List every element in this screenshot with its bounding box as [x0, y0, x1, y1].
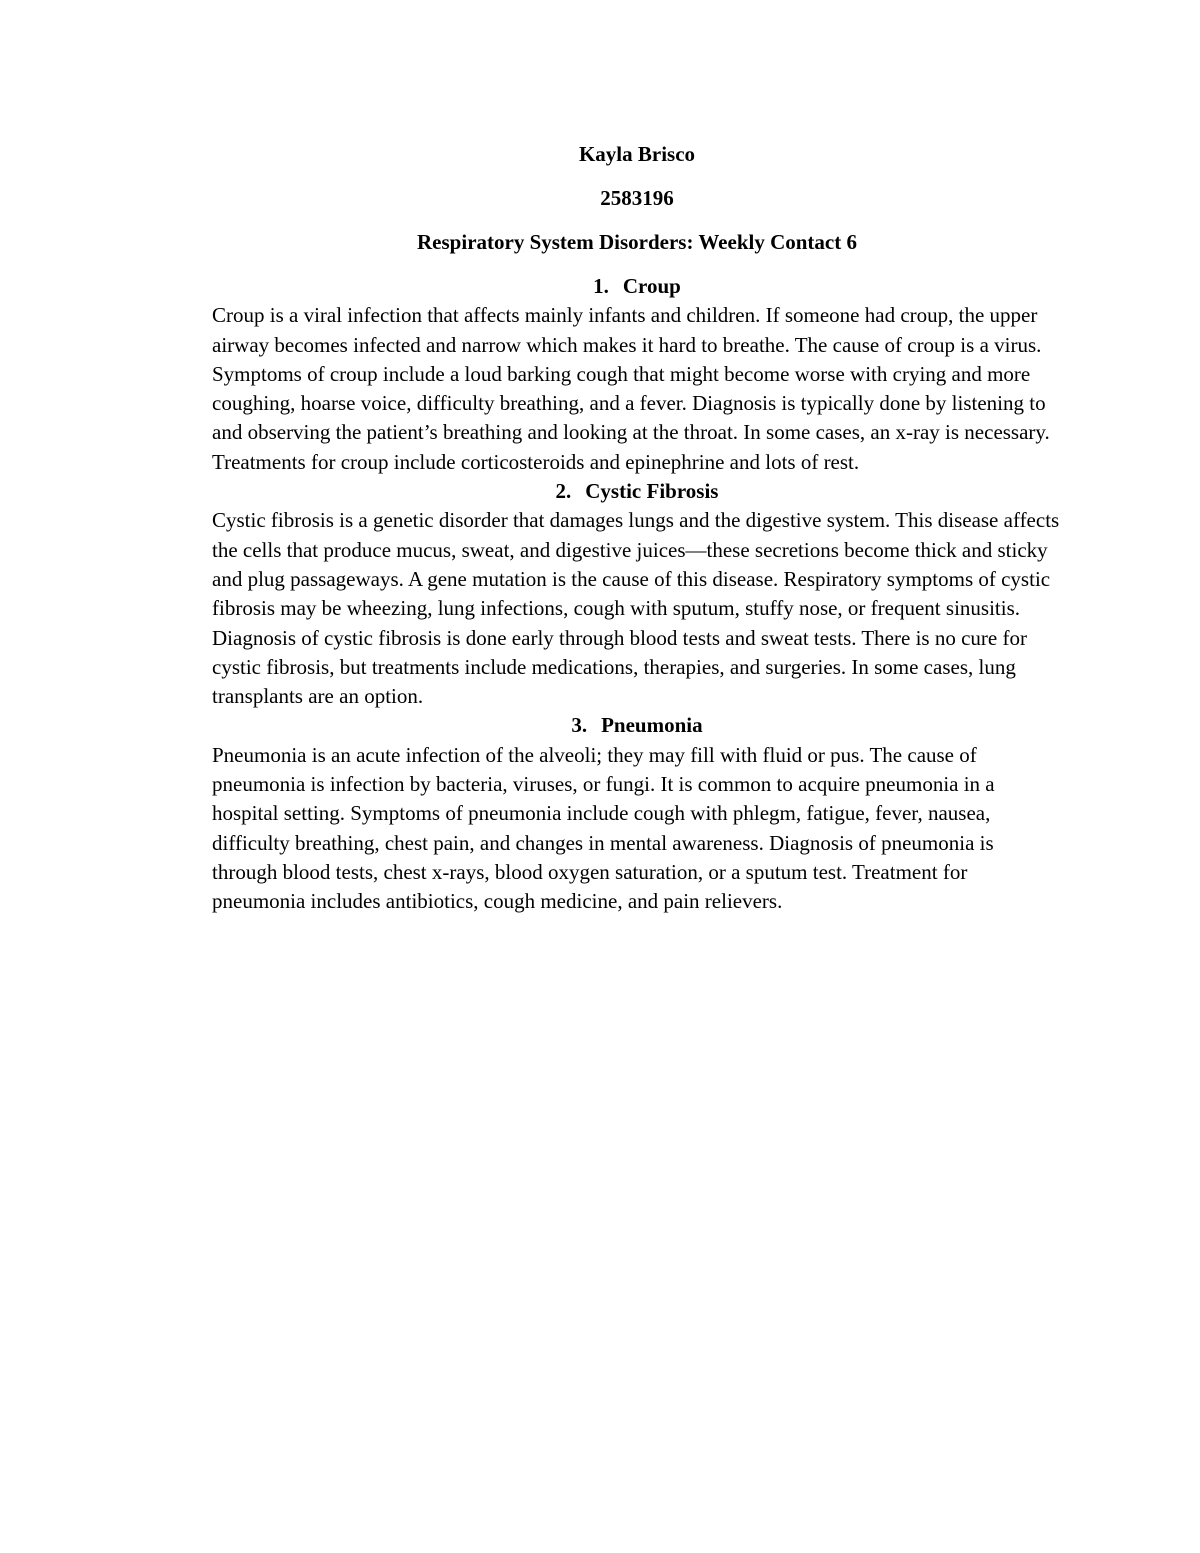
- section-title: Croup: [622, 274, 681, 298]
- author-name: Kayla Brisco: [578, 142, 696, 166]
- section-title: Pneumonia: [601, 713, 703, 738]
- section-body: Cystic fibrosis is a genetic disorder that damages lungs and the digestive system. This disease affects the cells that produce mucus, sweat, and digestive juices—these secretions become thick and sticky and plug passageways. A gene mutation is the cause of this disease. Respiratory symptoms of cystic fibrosis may be wheezing, lung infections, cough with sputum, stuffy nose, or frequent sinusitis. Diagnosis of cystic fibrosis is done early through blood tests and sweat tests. There is no cure for cystic fibrosis, but treatments include medications, therapies, and surgeries. In some cases, lung transplants are an option.: [212, 508, 1060, 709]
- document-title: Respiratory System Disorders: Weekly Contact 6: [417, 230, 857, 254]
- section-heading: [212, 711, 1062, 740]
- section-cystic-fibrosis: [212, 477, 1062, 711]
- section-heading: [212, 477, 1062, 506]
- section-number: 2.: [555, 479, 572, 504]
- section-title: Cystic Fibrosis: [585, 479, 719, 504]
- section-pneumonia: [212, 711, 1062, 916]
- section-number: 1.: [593, 274, 609, 298]
- section-body: Pneumonia is an acute infection of the alveoli; they may fill with fluid or pus. The cause of pneumonia is infection by bacteria, viruses, or fungi. It is common to acquire pneumonia in a hospital setting. Symptoms of pneumonia include cough with phlegm, fatigue, fever, nausea, difficulty breathing, chest pain, and changes in mental awareness. Diagnosis of pneumonia is through blood tests, chest x-rays, blood oxygen saturation, or a sputum test. Treatment for pneumonia includes antibiotics, cough medicine, and pain relievers.: [212, 742, 995, 914]
- section-number: 3.: [571, 713, 588, 738]
- document-content: [212, 140, 1062, 917]
- section-heading: [212, 272, 1062, 301]
- section-croup: [212, 272, 1062, 477]
- section-body: Croup is a viral infection that affects mainly infants and children. If someone had croup, the upper airway becomes infected and narrow which makes it hard to breathe. The cause of croup is a virus. Symptoms of croup include a loud barking cough that might become worse with crying and more coughing, hoarse voice, difficulty breathing, and a fever. Diagnosis is typically done by listening to and observing the patient’s breathing and looking at the throat. In some cases, an x-ray is necessary. Treatments for croup include corticosteroids and epinephrine and lots of rest.: [212, 303, 1050, 474]
- student-id: 2583196: [600, 186, 674, 210]
